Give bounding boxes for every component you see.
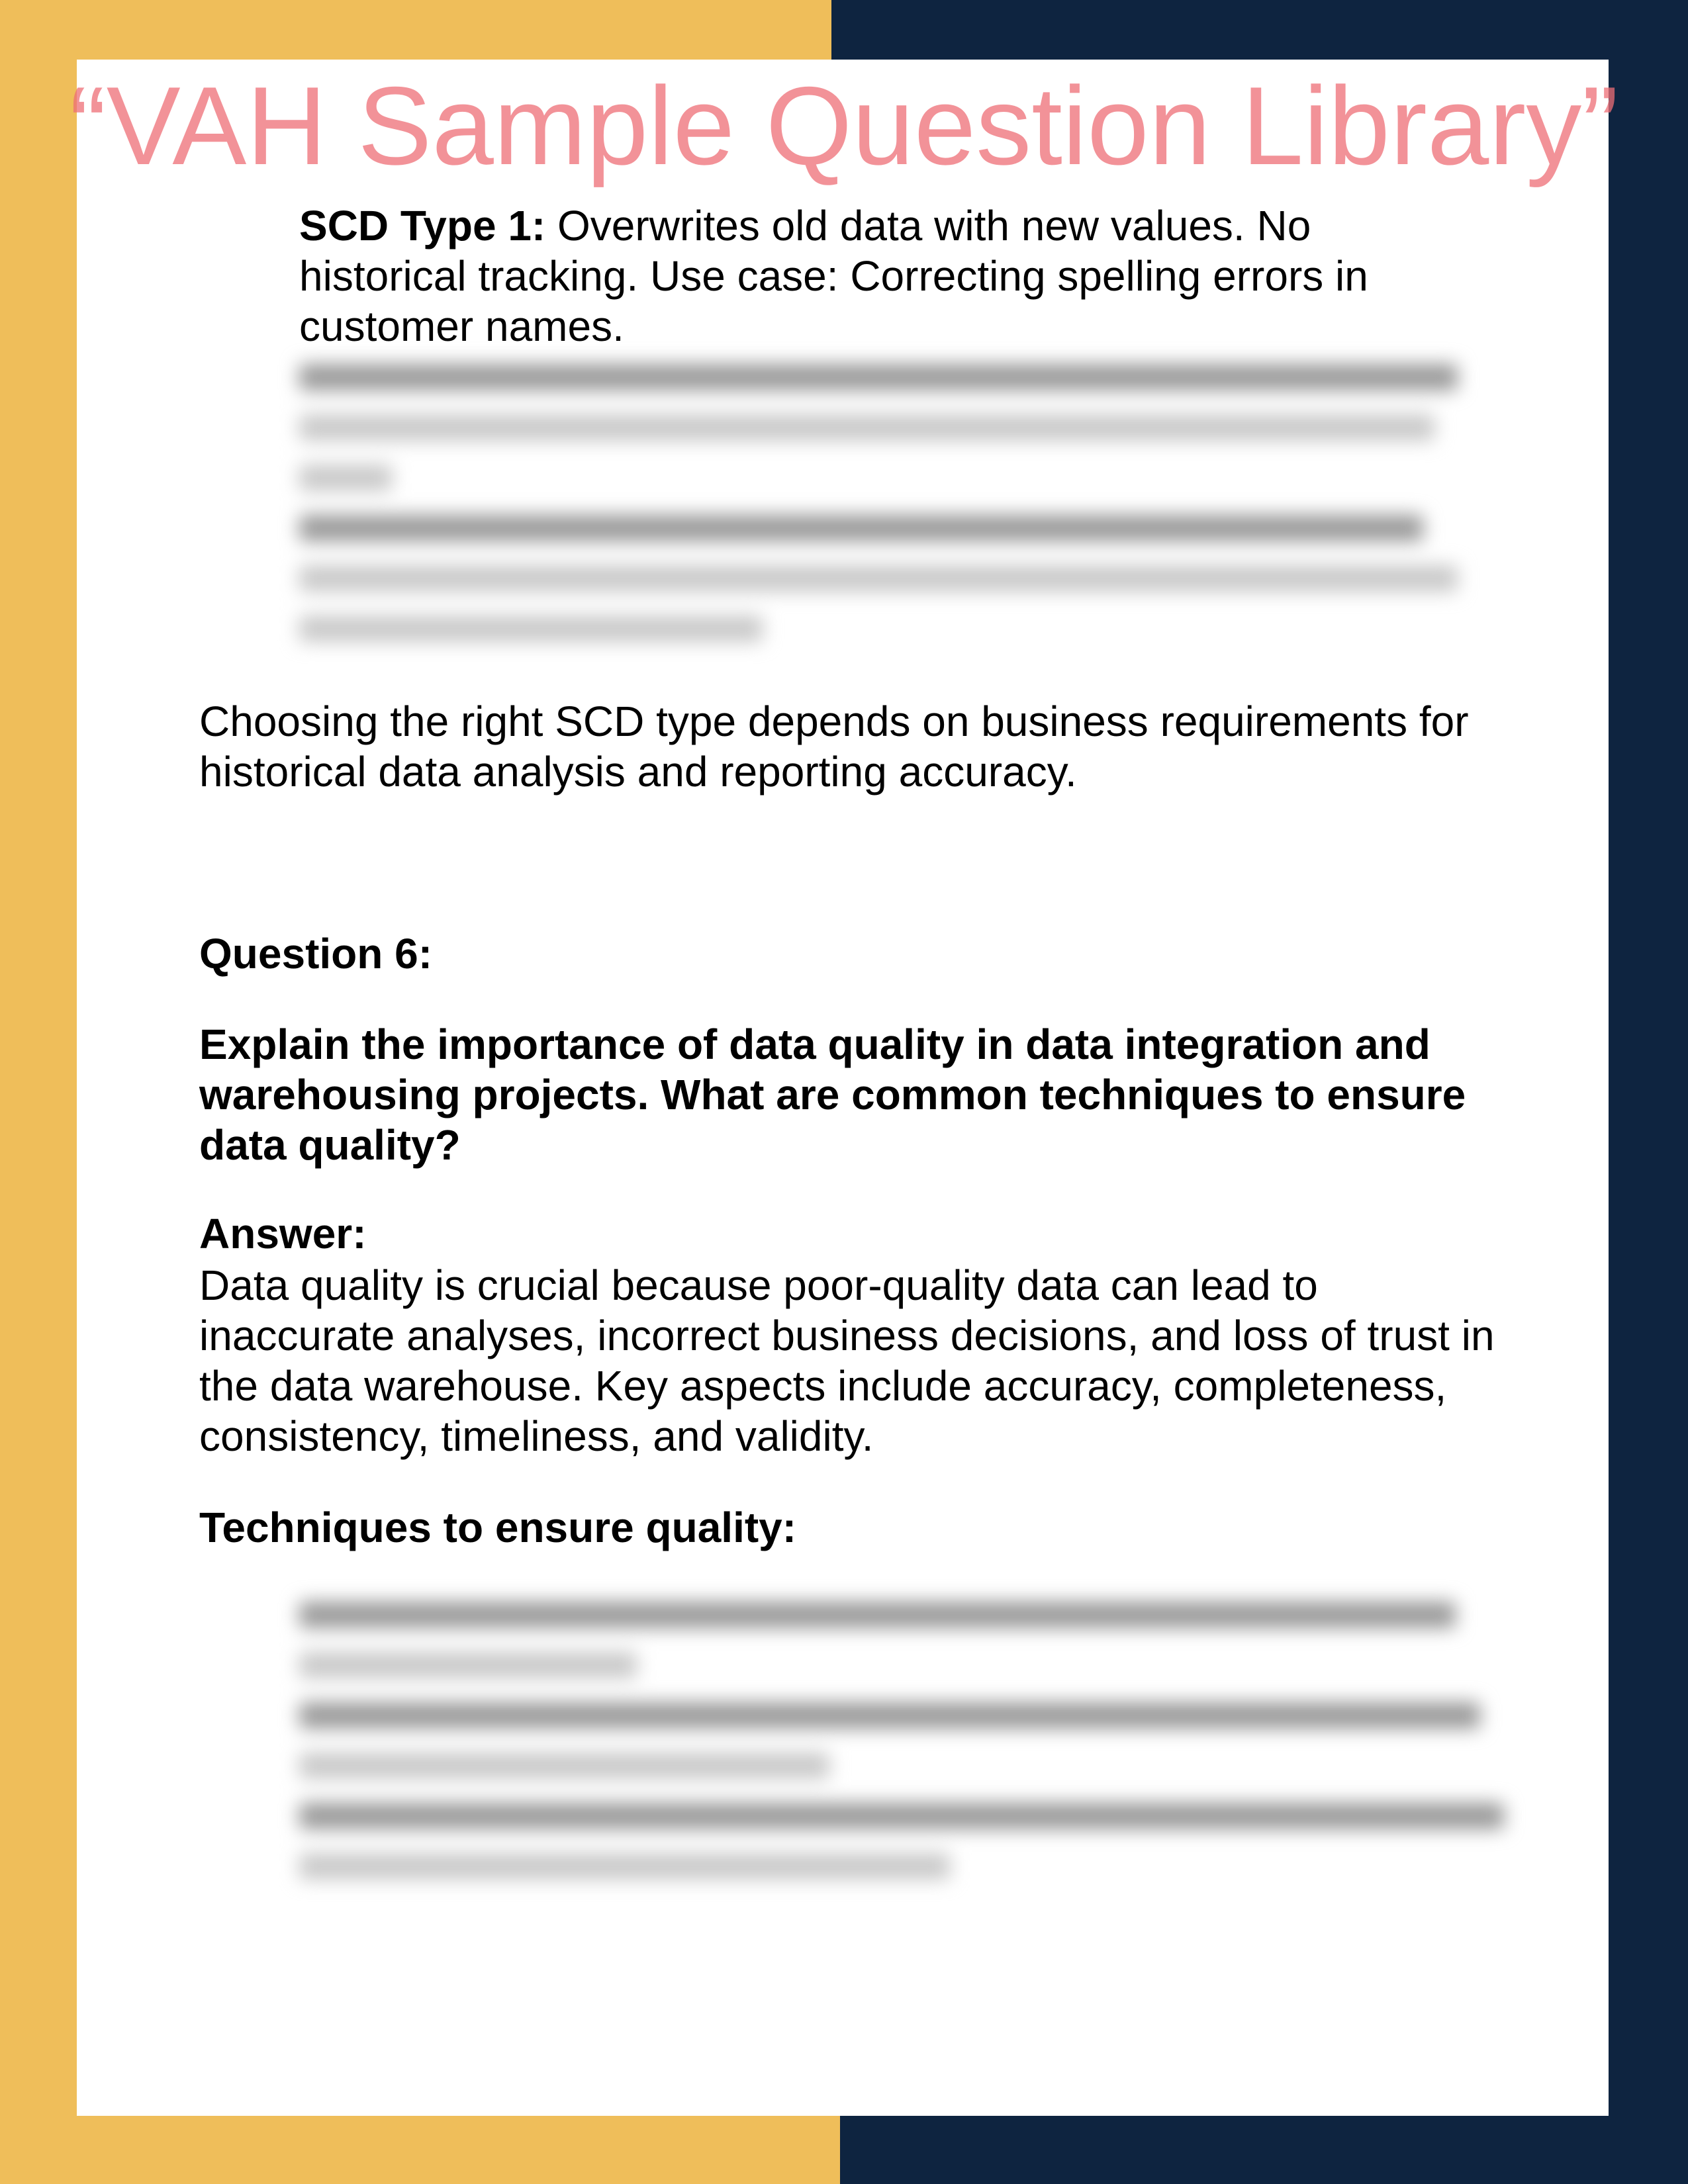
yellow-border-left: [0, 0, 77, 2184]
document-page: [77, 60, 1609, 2116]
yellow-corner-bottom: [0, 2111, 840, 2184]
blurred-content-techniques: [299, 1602, 1504, 1903]
summary-paragraph: Choosing the right SCD type depends on business requirements for historical data analysis and reporting accuracy.: [199, 698, 1469, 796]
question-text: Explain the importance of data quality in data integration and warehousing projects. What are common techniques to ensure data quality?: [199, 1021, 1466, 1169]
scd-type-1-text: Overwrites old data with new values. No historical tracking. Use case: Correcting spelling errors in customer names.: [299, 202, 1368, 350]
question-number: Question 6:: [199, 930, 433, 978]
answer-label: Answer:: [199, 1210, 367, 1257]
watermark: “VAH Sample Question Library”: [69, 64, 1619, 188]
scd-type-1-label: SCD Type 1:: [299, 202, 546, 250]
blurred-content-scd: [299, 364, 1458, 666]
answer-text: Data quality is crucial because poor-quality data can lead to inaccurate analyses, incorrect business decisions, and loss of trust in the data warehouse. Key aspects include accuracy, completeness, consistency, timeliness, and validity.: [199, 1261, 1495, 1460]
scd-type-1-item: [299, 201, 1451, 351]
techniques-heading: Techniques to ensure quality:: [199, 1504, 797, 1551]
yellow-corner-top: [0, 0, 831, 66]
